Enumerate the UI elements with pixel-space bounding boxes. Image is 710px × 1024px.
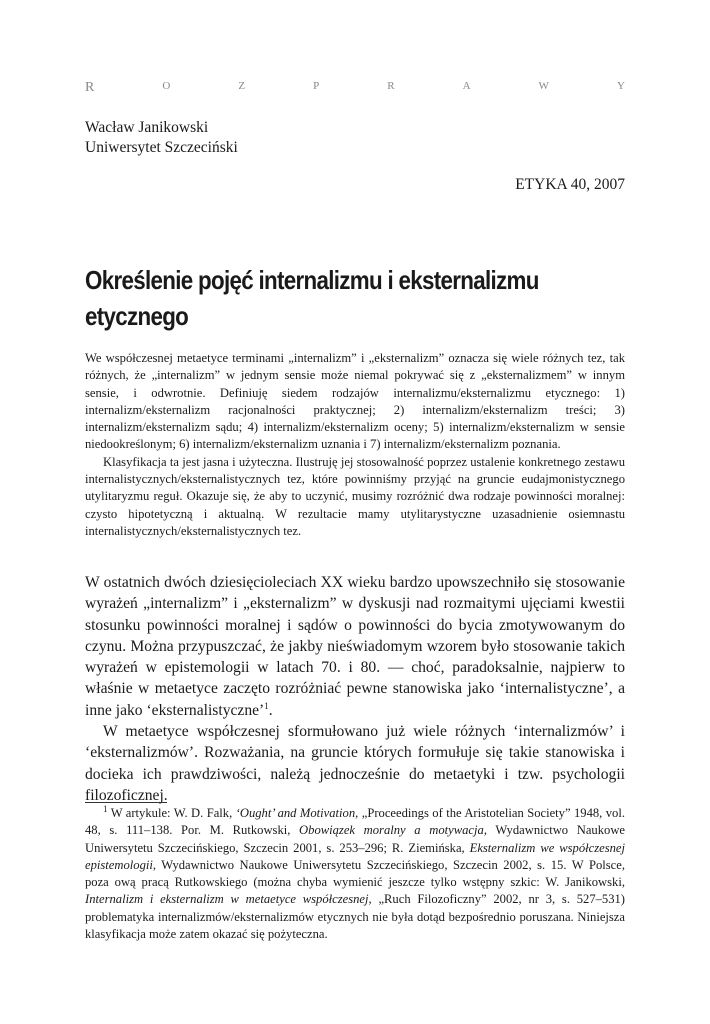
- body-paragraph-end: .: [268, 701, 273, 719]
- abstract-paragraph: We współczesnej metaetyce terminami „internalizm” i „eksternalizm” oznacza się wiele różnych tez, tak różnych, że „internalizm” w jednym sensie może niemal pokrywać się z „eksternalizmem” w innym sensie, i odwrotnie. Definiuję siedem rodzajów internalizmu/eksternalizmu etycznego: 1) internalizm/eksternalizm racjonalności praktycznej; 2) internalizm/eksternalizm treści; 3) internalizm/eksternalizm sądu; 4) internalizm/eksternalizm oceny; 5) internalizm/eksternalizm w sensie niedookreślonym; 6) internalizm/eksternalizm uznania i 7) internalizm/eksternalizm poznania.: [85, 351, 625, 452]
- section-letter: Z: [238, 80, 246, 92]
- section-letter: R: [387, 80, 395, 92]
- footnote-text: , Wydawnictwo Naukowe Uniwersytetu Szczecińskiego, Szczecin 2001, s. 253–296; R. Ziemińska,: [85, 823, 626, 855]
- footnote-citation-title: ‘Ought’ and Motivation: [235, 806, 356, 820]
- abstract: [85, 350, 625, 540]
- body-paragraph: [85, 572, 625, 721]
- section-letter: Y: [616, 80, 625, 92]
- footnote-number: 1: [103, 803, 108, 814]
- footnote-paragraph: [85, 805, 625, 943]
- section-letter: W: [538, 80, 549, 92]
- body-text: [85, 572, 625, 806]
- body-paragraph-text: W ostatnich dwóch dziesięcioleciach XX wieku bardzo upowszechniło się stosowanie wyrażeń „internalizm” i „eksternalizm” w dyskusji nad rozmaitymi ujęciami kwestii stosunku powinności moralnej i sądów o powinności do bycia zmotywowanym do czynu. Można przypuszczać, że jakby nieświadomym wzorem było stosowanie takich wyrażeń w epistemologii w latach 70. i 80. — choć, paradoksalnie, najpierw to właśnie w metaetyce zaczęto rozróżniać pewne stanowiska jako ‘internalistyczne’, a inne jako ‘eksternalistyczne’: [85, 574, 625, 719]
- author-affiliation: Uniwersytet Szczeciński: [85, 139, 238, 156]
- footnote-citation-title: Obowiązek moralny a motywacja: [299, 823, 484, 838]
- section-letter: O: [162, 80, 171, 92]
- footnote-citation-title: Internalizm i eksternalizm w metaetyce współczesnej: [85, 892, 369, 907]
- section-letter: R: [85, 80, 95, 95]
- footnote: [85, 805, 625, 943]
- abstract-paragraph: Klasyfikacja ta jest jasna i użyteczna. Ilustruję jej stosowalność poprzez ustalenie konkretnego zestawu internalistycznych/eksternalistycznych tez, które powinniśmy przyjąć na gruncie eudajmonistycznego utylitaryzmu reguł. Okazuje się, że aby to uczynić, musimy rozróżnić dwa rodzaje powinności moralnej: czysto hipotetyczną i aktualną. W rezultacie mamy utylitarystyczne uzasadnienie osiemnastu internalistycznych/eksternalistycznych tez.: [85, 454, 625, 538]
- footnote-text: W artykule: W. D. Falk,: [107, 806, 236, 820]
- article-title: Określenie pojęć internalizmu i eksternalizmu etycznego: [85, 265, 539, 331]
- author-block: [85, 118, 238, 158]
- section-letter: A: [462, 80, 471, 92]
- journal-reference: ETYKA 40, 2007: [515, 176, 625, 193]
- section-label: [85, 80, 625, 96]
- footnote-ref[interactable]: 1: [264, 700, 269, 711]
- footnote-rule: [85, 802, 167, 803]
- footnote-text: , Wydawnictwo Naukowe Uniwersytetu Szczecińskiego, Szczecin 2002, s. 15. W Polsce, poza ową pracą Rutkowskiego (można chyba wymienić jeszcze tylko wstępny szkic: W. Janikowski,: [85, 857, 625, 890]
- body-paragraph: W metaetyce współczesnej sformułowano już wiele różnych ‘internalizmów’ i ‘eksternalizmów’. Rozważania, na gruncie których formułuje się takie stanowiska i docieka ich prawdziwości, należą jednocześnie do metaetyki i tzw. psychologii filozoficznej.: [85, 723, 625, 804]
- section-letter: P: [313, 80, 320, 92]
- footnote-citation-title: Eksternalizm we współczesnej epistemologii: [85, 840, 625, 872]
- footnote-text: , „Ruch Filozoficzny” 2002, nr 3, s. 527–531) problematyka internalizmów/eksternalizmów etycznych nie była dotąd bezpośrednio poruszana. Niniejsza klasyfikacja może zatem okazać się pożyteczna.: [85, 892, 626, 942]
- footnote-text: , „Proceedings of the Aristotelian Society” 1948, vol. 48, s. 111–138. Por. M. Rutkowski,: [85, 806, 625, 838]
- author-name: Wacław Janikowski: [85, 119, 209, 136]
